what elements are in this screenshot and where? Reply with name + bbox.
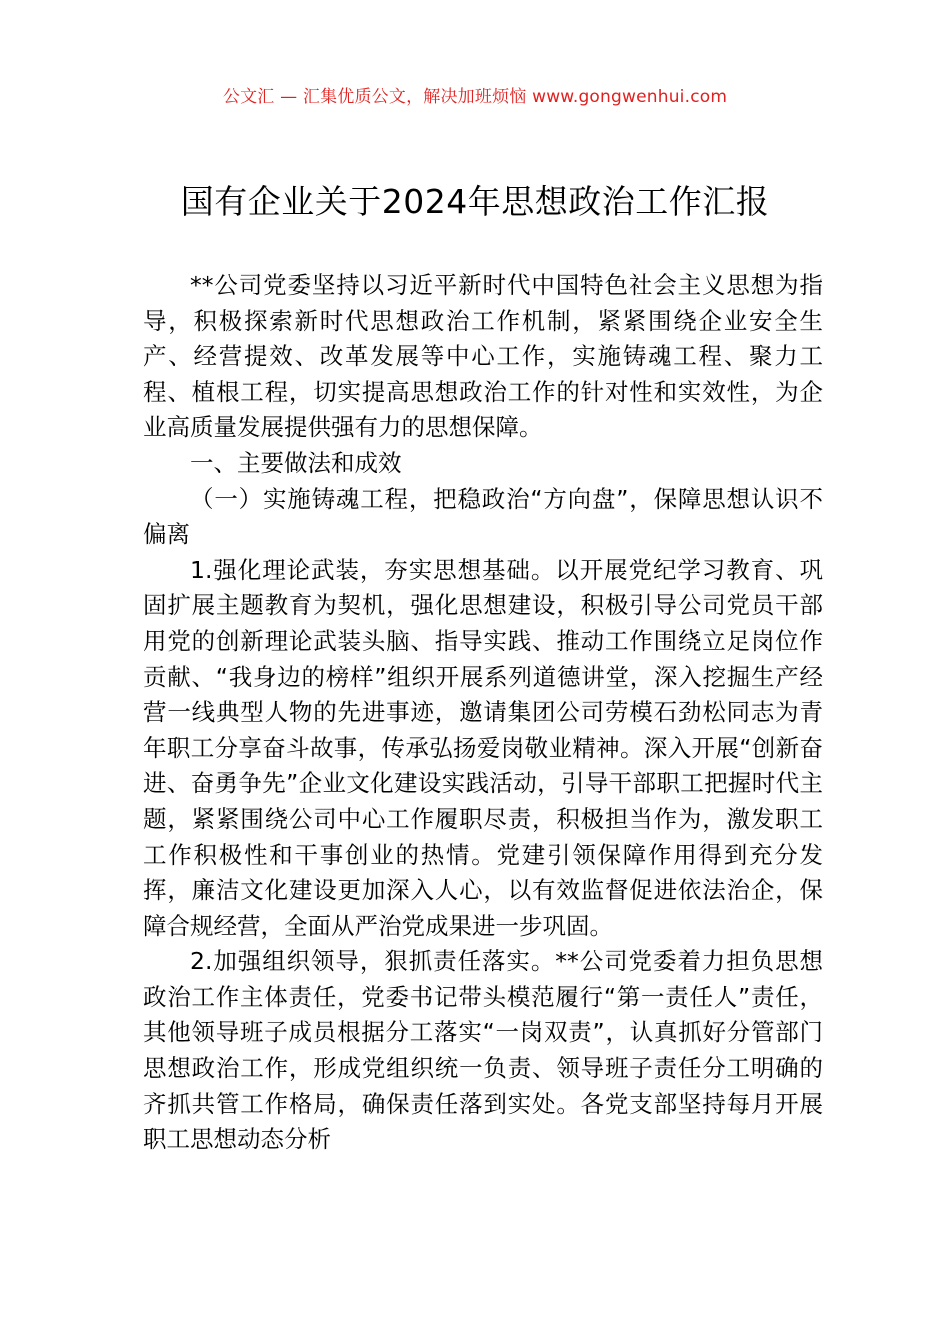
subsection-heading: （一）实施铸魂工程，把稳政治“方向盘”，保障思想认识不偏离 — [143, 484, 823, 549]
body-paragraph: 1.强化理论武装，夯实思想基础。以开展党纪学习教育、巩固扩展主题教育为契机，强化思想建设，积极引导公司党员干部用党的创新理论武装头脑、指导实践、推动工作围绕立足岗位作贡献、“我身边的榜样”组织开展系列道德讲堂，深入挖掘生产经营一线典型人物的先进事迹，邀请集团公司劳模石劲松同志为青年职工分享奋斗故事，传承弘扬爱岗敬业精神。深入开展“创新奋进、奋勇争先”企业文化建设实践活动，引导干部职工把握时代主题，紧紧围绕公司中心工作履职尽责，积极担当作为，激发职工工作积极性和干事创业的热情。党建引领保障作用得到充分发挥，廉洁文化建设更加深入人心，以有效监督促进依法治企，保障合规经营，全面从严治党成果进一步巩固。 — [143, 555, 823, 940]
site-banner[interactable]: 公文汇 — 汇集优质公文，解决加班烦恼 www.gongwenhui.com — [222, 87, 728, 107]
section-heading: 一、主要做法和成效 — [190, 448, 402, 477]
intro-paragraph: **公司党委坚持以习近平新时代中国特色社会主义思想为指导，积极探索新时代思想政治工作机制，紧紧围绕企业安全生产、经营提效、改革发展等中心工作，实施铸魂工程、聚力工程、植根工程，切实提高思想政治工作的针对性和实效性，为企业高质量发展提供强有力的思想保障。 — [143, 271, 823, 442]
document-body — [143, 268, 823, 1158]
body-paragraph: 2.加强组织领导，狠抓责任落实。**公司党委着力担负思想政治工作主体责任，党委书记带头模范履行“第一责任人”责任，其他领导班子成员根据分工落实“一岗双责”，认真抓好分管部门思想政治工作，形成党组织统一负责、领导班子责任分工明确的齐抓共管工作格局，确保责任落到实处。各党支部坚持每月开展职工思想动态分析 — [143, 947, 823, 1154]
document-title: 国有企业关于2024年思想政治工作汇报 — [180, 182, 770, 221]
